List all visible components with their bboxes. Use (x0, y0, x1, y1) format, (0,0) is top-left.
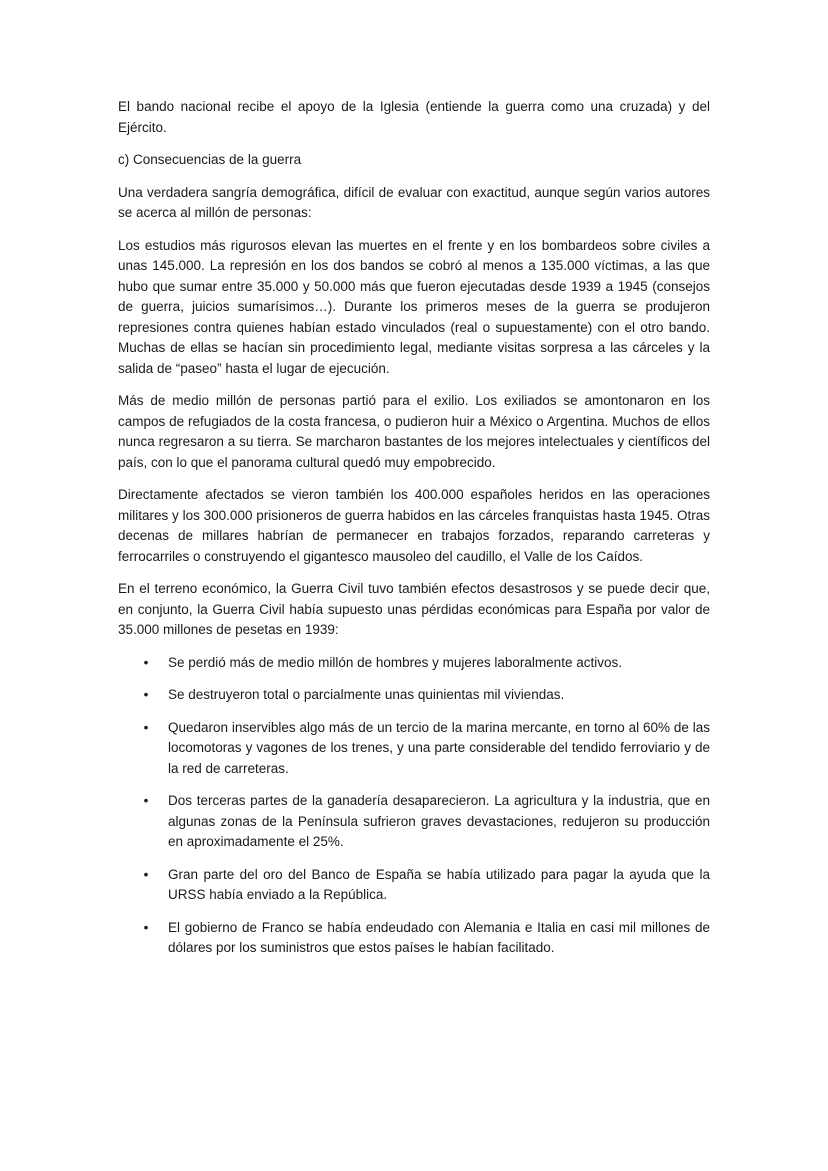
list-item (118, 865, 710, 906)
paragraph-repression: Los estudios más rigurosos elevan las muertes en el frente y en los bombardeos sobre civiles a unas 145.000. La represión en los dos bandos se cobró al menos a 135.000 víctimas, a las que hubo que sumar entre 35.000 y 50.000 más que fueron ejecutadas desde 1939 a 1945 (consejos de guerra, juicios sumarísimos…). Durante los primeros meses de la guerra se produjeron represiones contra quienes habían estado vinculados (real o supuestamente) con el otro bando. Muchas de ellas se hacían sin procedimiento legal, mediante visitas sorpresa a las cárceles y la salida de “paseo” hasta el lugar de ejecución. (118, 237, 710, 376)
list-item-text: Quedaron inservibles algo más de un tercio de la marina mercante, en torno al 60% de las locomotoras y vagones de los trenes, y una parte considerable del tendido ferroviario y de la red de carreteras. (168, 719, 710, 776)
bullet-icon: • (143, 719, 149, 735)
bullet-icon: • (143, 866, 149, 882)
paragraph-economic: En el terreno económico, la Guerra Civil tuvo también efectos desastrosos y se puede decir que, en conjunto, la Guerra Civil había supuesto unas pérdidas económicas para España por valor de 35.000 millones de pesetas en 1939: (118, 581, 710, 637)
section-heading: c) Consecuencias de la guerra (118, 152, 302, 167)
paragraph-exile: Más de medio millón de personas partió para el exilio. Los exiliados se amontonaron en los campos de refugiados de la costa francesa, o pudieron huir a México o Argentina. Muchos de ellos nunca regresaron a su tierra. Se marcharon bastantes de los mejores intelectuales y científicos del país, con lo que el panorama cultural quedó muy empobrecido. (118, 393, 710, 470)
list-item-text: Se destruyeron total o parcialmente unas quinientas mil viviendas. (168, 687, 565, 702)
list-item (118, 685, 710, 706)
bullet-icon: • (143, 793, 149, 808)
document-body (118, 97, 710, 971)
list-item (118, 791, 710, 853)
bullet-icon: • (143, 919, 149, 935)
list-item (118, 653, 710, 674)
bullet-icon: • (143, 654, 149, 670)
list-item (118, 918, 710, 959)
list-item-text: Dos terceras partes de la ganadería desaparecieron. La agricultura y la industria, que en algunas zonas de la Península sufrieron graves devastaciones, redujeron su producción en aproximadamente el 25%. (168, 793, 710, 849)
list-item (118, 718, 710, 780)
paragraph-prisoners: Directamente afectados se vieron también los 400.000 españoles heridos en las operaciones militares y los 300.000 prisioneros de guerra habidos en las cárceles franquistas hasta 1945. Otras decenas de millares habrían de permanecer en trabajos forzados, reparando carreteras y ferrocarriles o construyendo el gigantesco mausoleo del caudillo, el Valle de los Caídos. (118, 487, 710, 564)
list-item-text: Se perdió más de medio millón de hombres y mujeres laboralmente activos. (168, 654, 622, 670)
list-item-text: El gobierno de Franco se había endeudado con Alemania e Italia en casi mil millones de dólares por los suministros que estos países le habían facilitado. (168, 919, 710, 955)
list-item-text: Gran parte del oro del Banco de España se había utilizado para pagar la ayuda que la URSS había enviado a la República. (168, 866, 710, 902)
economic-losses-list (118, 653, 710, 959)
paragraph-church-support: El bando nacional recibe el apoyo de la Iglesia (entiende la guerra como una cruzada) y del Ejército. (118, 99, 710, 135)
paragraph-demographic: Una verdadera sangría demográfica, difícil de evaluar con exactitud, aunque según varios autores se acerca al millón de personas: (118, 184, 710, 220)
bullet-icon: • (143, 687, 149, 702)
